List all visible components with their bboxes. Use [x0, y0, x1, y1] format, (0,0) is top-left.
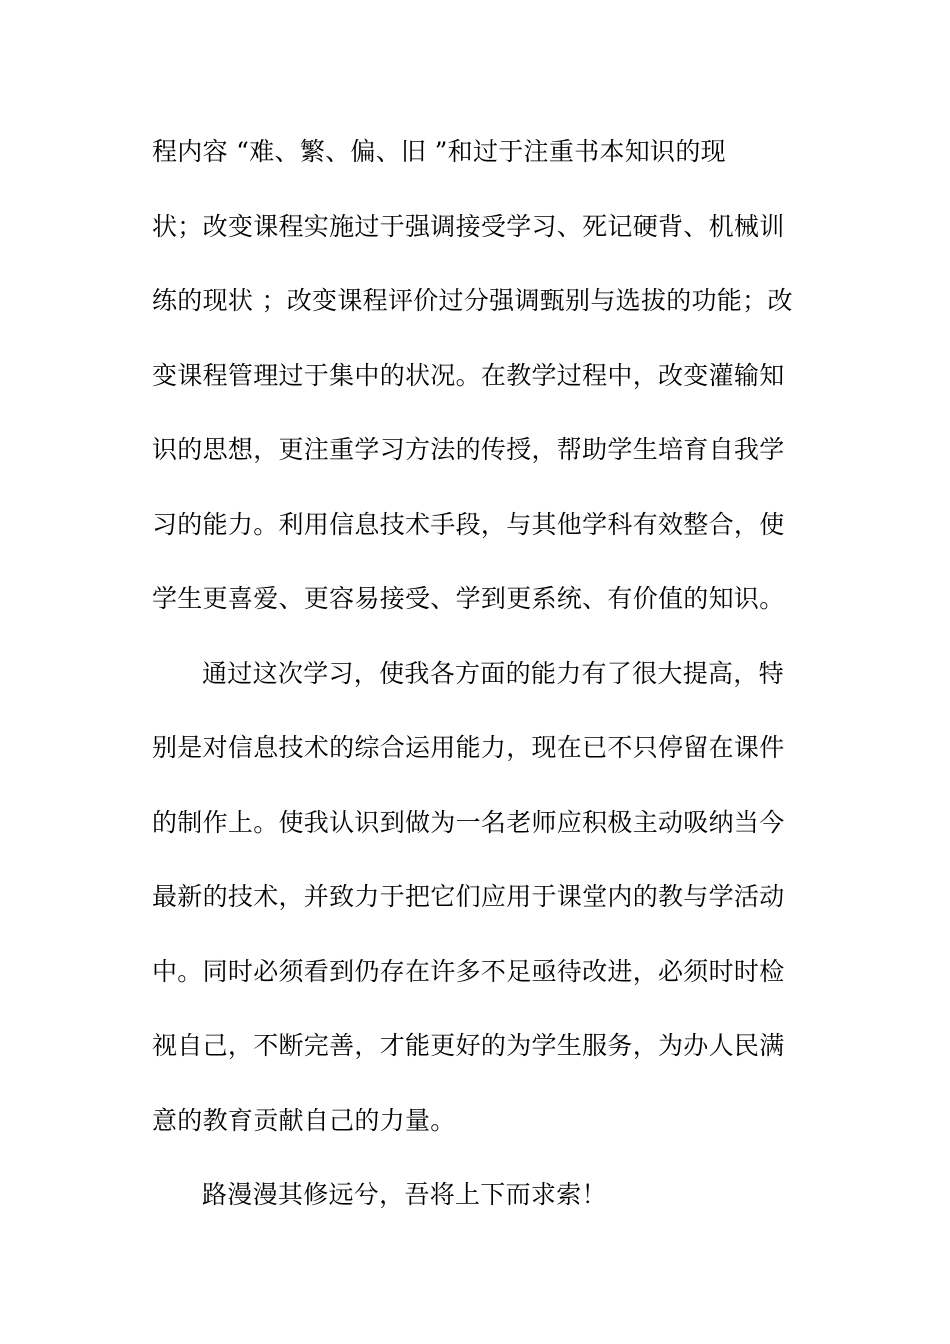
text-line: 练的现状 ；改变课程评价过分强调甄别与选拔的功能；改 [152, 286, 793, 315]
text-line: 别是对信息技术的综合运用能力，现在已不只停留在课件 [152, 733, 785, 762]
text-line: 中。同时必须看到仍存在许多不足亟待改进，必须时时检 [152, 956, 785, 986]
text-line: 程内容 “难、繁、偏、旧 ”和过于注重书本知识的现 [152, 137, 726, 166]
text-line: 习的能力。利用信息技术手段，与其他学科有效整合，使 [152, 509, 785, 539]
text-line: 学生更喜爱、更容易接受、学到更系统、有价值的知识。 [152, 584, 785, 613]
text-line: 意的教育贡献自己的力量。 [152, 1105, 456, 1135]
paragraph-1 [152, 126, 812, 648]
text-line: 的制作上。使我认识到做为一名老师应积极主动吸纳当今 [152, 807, 785, 837]
document-body [152, 126, 812, 1244]
text-line: 状；改变课程实施过于强调接受学习、死记硬背、机械训 [152, 211, 785, 241]
text-line-indented: 路漫漫其修远兮，吾将上下而求索！ [202, 1180, 607, 1209]
paragraph-3 [152, 1169, 812, 1244]
paragraph-2 [152, 648, 812, 1170]
text-line: 变课程管理过于集中的状况。在教学过程中，改变灌输知 [152, 360, 785, 390]
text-line: 最新的技术，并致力于把它们应用于课堂内的教与学活动 [152, 882, 785, 911]
text-line: 识的思想，更注重学习方法的传授，帮助学生培育自我学 [152, 435, 785, 464]
text-line-indented: 通过这次学习，使我各方面的能力有了很大提高，特 [202, 658, 784, 688]
text-line: 视自己，不断完善，才能更好的为学生服务，为办人民满 [152, 1031, 785, 1060]
